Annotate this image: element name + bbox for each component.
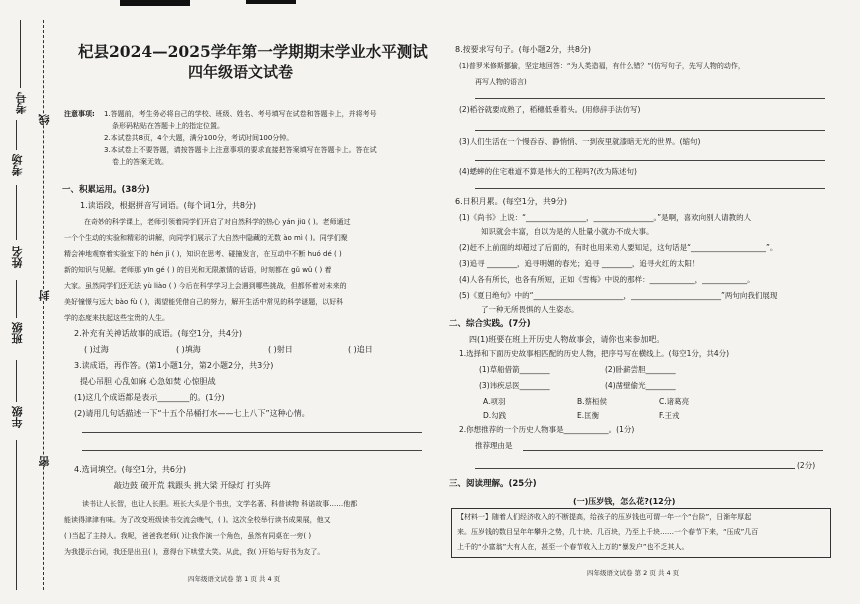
s2-q1-option: D.勾践 (483, 411, 507, 420)
q4-line: 读书让人长智，也让人长胆。班长大头是个书虫，文学名著、科普读物 科诺故事……他都 (82, 500, 358, 508)
s2-q1-item: (4)凿壁偷光________ (605, 381, 676, 390)
q2-item: ( )追日 (348, 345, 373, 354)
s2-q1-item: (3)讳疾忌医________ (479, 381, 550, 390)
s2-q2-reason: 推荐理由是 (475, 441, 513, 450)
notice-line: 卷上的答案无效。 (112, 158, 168, 166)
q5-item-2: (2)稻谷就要成熟了，稻穗低垂着头。(用修辞手法仿写) (459, 105, 641, 114)
q1-line: 美好憧憬与远大 bào fù ( )，渴望能凭借自己的努力，解开生活中常见的科学谜题，以好科 (64, 298, 344, 306)
nianji-line-bottom (16, 440, 17, 590)
kaochang-label: 考场 (11, 154, 24, 176)
seal-xian: 线 (38, 114, 51, 125)
notice-line: 1.答题前，考生务必将自己的学校、班级、姓名、考号填写在试卷和答题卡上，并将考号 (104, 110, 377, 118)
notice-line: 条形码粘贴在答题卡上的指定位置。 (112, 122, 224, 130)
q3-heading: 3.读成语，再作答。(第1小题1分，第2小题2分，共3分) (74, 361, 274, 370)
q4-line: 能读得津津有味。为了改变班级读书交流会晚气，( )。这次全校举行读书成果展，他又 (64, 516, 331, 524)
kaohao-label: 考号 (15, 92, 28, 114)
notice-label: 注意事项: (64, 110, 95, 118)
q3-part-2: (2)请用几句话描述一下“十五个吊桶打水——七上八下”这种心情。 (74, 409, 310, 418)
q5-item-4: (4)蟋蟀的住宅难道不算是伟大的工程吗?(改为陈述句) (459, 167, 637, 176)
q6-item-1b: 知识就会丰富，自以为是的人肚量小就办不成大事。 (481, 227, 654, 236)
answer-line (475, 188, 825, 189)
exam-subtitle: 四年级语文试卷 (188, 63, 294, 81)
banji-line (16, 280, 17, 318)
material-line: 来。压岁钱的数目呈年年攀升之势，几十块、几百块，乃至上千块……一个春节下来，“压成”几百 (457, 528, 759, 536)
seal-mi: 密 (38, 456, 51, 467)
q1-line: 精会神地观察着实验室下的 hén jì ( )，知识在思考、碰撞发言，在互动中不断 huó dé ( ) (64, 250, 342, 258)
q3-words: 提心吊胆 心乱如麻 心急如焚 心惊胆战 (80, 377, 216, 386)
seal-feng: 封 (38, 290, 51, 301)
answer-line (523, 450, 823, 451)
q6-item-2: (2)赶不上前面的却超过了后面的，有时也用来劝人要知足，这句话是“____________________”。 (459, 243, 778, 252)
q6-item-3: (3)追寻 ________，追寻明媚的春光；追寻 ________，追寻火红的太阳！ (459, 259, 700, 268)
section-2-intro: 四(1)班要在班上开历史人物故事会，请你也来参加吧。 (469, 335, 665, 344)
scan-mark-right (246, 0, 296, 4)
s2-q1-item: (1)草船借箭________ (479, 365, 550, 374)
q5-item-3: (3)人们生活在一个慢吞吞、静悄悄、一到夜里就漆暗无光的世界。(缩句) (459, 137, 701, 146)
section-2-heading: 二、综合实践。(7分) (449, 319, 531, 329)
answer-line (82, 450, 422, 451)
q2-item: ( )过海 (84, 345, 109, 354)
section-1-heading: 一、积累运用。(38分) (62, 185, 150, 195)
s2-q1-item: (2)卧薪尝胆________ (605, 365, 676, 374)
q1-line: 大家。虽然同学们还无法 yù liào ( ) 今后在科学学习上会遇到哪些挑战，但都怀着对未来的 (64, 282, 347, 290)
reading-title: (一)压岁钱，怎么花?(12分) (573, 497, 676, 506)
q5-heading: 8.按要求写句子。(每小题2分，共8分) (455, 45, 592, 54)
q6-item-4: (4)人各有所长，也各有所短，正如《雪梅》中说的那样：____________，____________。 (459, 275, 755, 284)
nianji-label: 年级 (11, 406, 24, 428)
q4-heading: 4.选词填空。(每空1分，共6分) (74, 465, 187, 474)
notice-line: 3.本试卷上不要答题，请按答题卡上注意事项的要求直接把答案填写在答题卡上。答在试 (104, 146, 377, 154)
exam-title: 杞县2024—2025学年第一学期期末学业水平测试 (78, 42, 428, 61)
kaochang-line (16, 120, 17, 150)
q1-line: 一个个生动的实验和精彩的讲解，向同学们展示了大自然中隐藏的无数 ào mì ( )。同学们聚 (64, 234, 348, 242)
q6-item-5b: 了一种无所畏惧的人生姿态。 (481, 305, 579, 314)
s2-q1-option: E.匡衡 (577, 411, 600, 420)
q4-words: 敲边鼓 破开荒 栽跟头 挑大梁 开绿灯 打头阵 (114, 481, 271, 490)
xingming-line (16, 185, 17, 240)
q4-line: ( )当起了主持人。我呢，爸爸我老师( )让我作演一个角色，虽然有同桌在一旁( ) (64, 532, 312, 540)
s2-q1-option: C.诸葛亮 (659, 397, 690, 406)
q2-heading: 2.补充有关神话故事的成语。(每空1分，共4分) (74, 329, 243, 338)
q1-line: 在奇妙的科学课上，老师引领着同学们开启了对自然科学的热心 yán jiū ( )。老师通过 (84, 218, 351, 226)
kaohao-line (20, 20, 21, 88)
q6-item-5: (5)《夏日绝句》中的“________________________，________________________”两句向我们展现 (459, 291, 778, 300)
q1-line: 学的态度来扶起这些宝贵的人生。 (64, 314, 169, 322)
s2-q1-option: F.王戎 (659, 411, 680, 420)
page-footer-1: 四年级语文试卷 第 1 页 共 4 页 (188, 575, 281, 583)
xingming-label: 姓名 (11, 246, 24, 268)
notice-line: 2.本试卷共8页，4个大题，满分100分，考试时间100分钟。 (104, 134, 294, 142)
material-line: 【材料一】随着人们经济收入的不断提高，给孩子的压岁钱也可谓一年一个“台阶”，日渐年厚起 (457, 513, 752, 521)
material-line: 上千的“小富翁”大有人在，甚至一个春节收入上万的“暴发户”也不乏其人。 (457, 543, 689, 551)
nianji-line (16, 360, 17, 402)
q5-item-1b: 再写人物的语言) (475, 78, 527, 86)
binding-dash-line (43, 20, 44, 590)
answer-line (475, 468, 795, 469)
section-3-heading: 三、阅读理解。(25分) (449, 479, 537, 489)
q6-item-1: (1)《尚书》上说：“________________，________________。”是啊，喜欢向别人请教的人 (459, 213, 752, 222)
q3-part-1: (1)这几个成语都是表示________的。(1分) (74, 393, 225, 402)
page-footer-2: 四年级语文试卷 第 2 页 共 4 页 (587, 569, 680, 577)
q5-item-1: (1)普罗米修斯挪揄，坚定地回答：“为人类造福，有什么错？”(仿写句子，先写人物的动作， (459, 62, 745, 70)
q2-item: ( )射日 (268, 345, 293, 354)
q1-heading: 1.读语段，根据拼音写词语。(每个词1分，共8分) (80, 201, 257, 210)
q2-item: ( )填海 (176, 345, 201, 354)
s2-q1-heading: 1.选择和下面历史故事相匹配的历史人物，把序号写在横线上。(每空1分，共4分) (459, 349, 730, 358)
answer-line (475, 160, 825, 161)
s2-q1-option: B.蔡桓侯 (577, 397, 608, 406)
s2-q1-option: A.项羽 (483, 397, 506, 406)
q1-line: 新的知识与见解。老师那 yīn gé ( ) 的目光和无限激情的话语，时刻都在 gǔ wǔ ( ) 着 (64, 266, 332, 274)
q4-line: 为我提示台词，我还是出丑( )，意得台下哄堂大笑。从此，我( )开始与好书为友了。 (64, 548, 325, 556)
s2-q2-score: (2分) (797, 461, 816, 470)
answer-line (475, 98, 825, 99)
answer-line (82, 432, 422, 433)
q6-heading: 6.日积月累。(每空1分，共9分) (455, 197, 568, 206)
answer-line (475, 130, 825, 131)
banji-label: 班级 (11, 322, 24, 344)
scan-mark-left (120, 0, 190, 6)
s2-q2-heading: 2.你想推荐的一个历史人物事是____________。(1分) (459, 425, 635, 434)
